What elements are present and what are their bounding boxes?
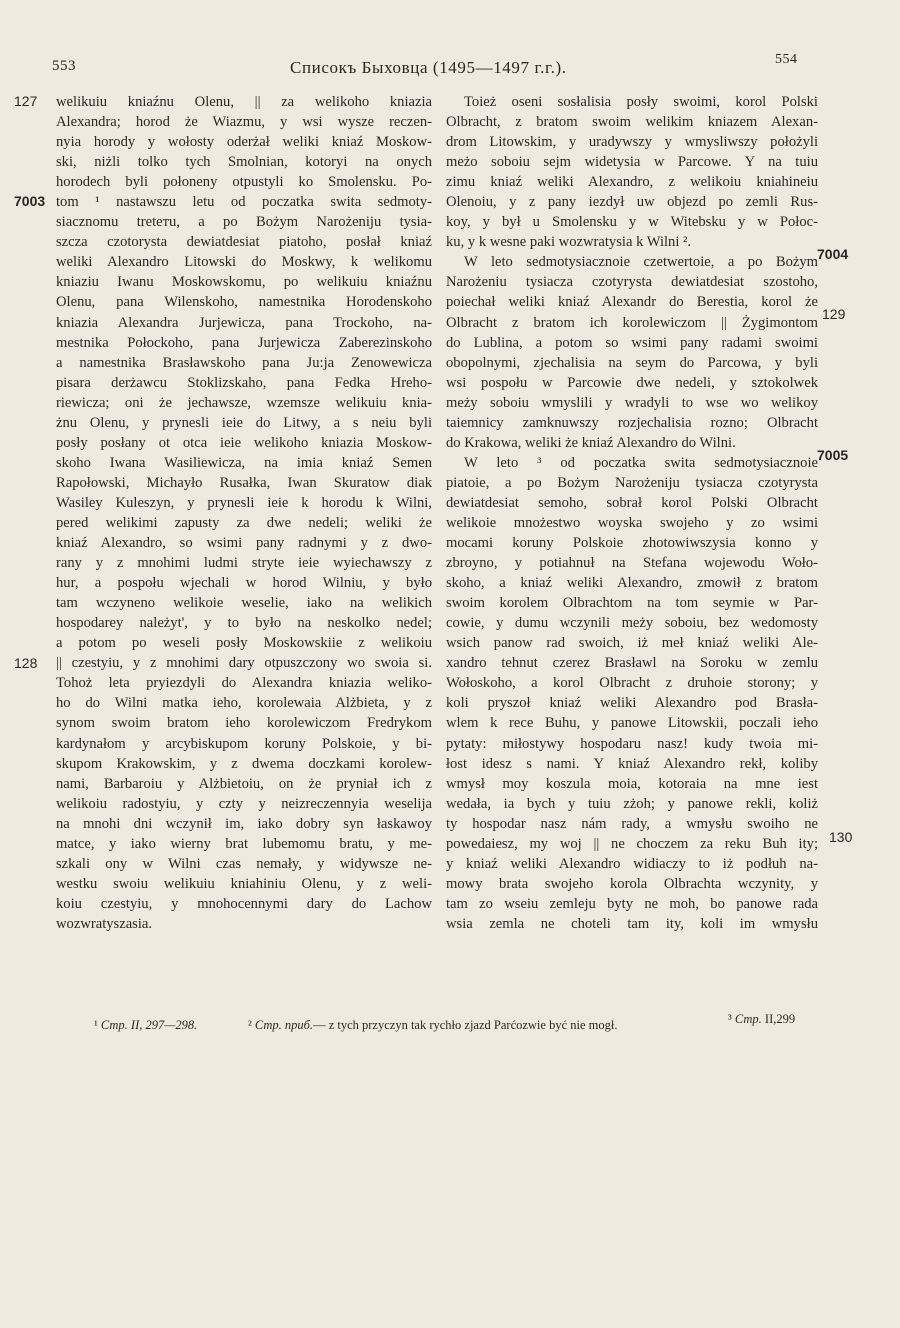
text-line: welikuiu kniaźnu Olenu, || za welikoho kniazia <box>56 94 432 110</box>
text-line: synom swoim bratom ieho korolewiczom Fredrykom <box>56 715 432 732</box>
text-line: kniazia Alexandra Jurjewicza, pana Trockoho, na- <box>56 314 432 331</box>
year-number-7004: 7004 <box>817 246 849 262</box>
text-line: Rapołowski, Michayło Rusałka, Iwan Skuratow diak <box>56 474 432 491</box>
footnote-2 <box>248 1018 617 1033</box>
text-line: kardynałom y arcybiskupom koruny Polskoie, y bi- <box>56 735 432 752</box>
text-line: ty hospodar nasz nám rady, a wmysłu swoiho ne <box>446 815 818 832</box>
text-line: Olbracht z bratom ich korolewiczom || Żygimontom <box>446 314 818 331</box>
footnote-3-source: Стр. <box>734 1012 762 1026</box>
text-line: weliki Alexandro Litowski do Moskwy, k welikomu <box>56 254 432 271</box>
footnote-1-mark: ¹ <box>94 1018 98 1032</box>
text-line: meży soboiu wmyslili y wradyli to wse wo welikoy <box>446 394 818 411</box>
text-line: żnu Olenu, y prynesli ieie do Litwy, a s neiu byli <box>56 414 432 431</box>
text-line: drom Litowskim, y uradywszy y wmysliwszy położyli <box>446 134 818 151</box>
text-line: xandro tehnut czerez Brasławl na Soroku w zemlu <box>446 655 818 672</box>
year-number-7005: 7005 <box>817 447 849 463</box>
text-line: rany y z mnohimi ludmi stryte ieie wyiechawszy z <box>56 555 432 572</box>
column-number-128: 128 <box>14 655 38 671</box>
text-line: posły posłany ot otca ieie welikoho kniazia Moskow- <box>56 434 432 451</box>
text-line: pisara derżawcu Stoklizskaho, pana Fedka Hreho- <box>56 374 432 391</box>
text-line: wlem k rece Buhu, y panowe Litowskii, poczali ieho <box>446 715 818 732</box>
text-line: kniaziu Iwanu Moskowskomu, po welikuiu kniaźnu <box>56 274 432 291</box>
footnote-2-text: — z tych przyczyn tak rychło zjazd Parćozwie być nie mogł. <box>313 1018 618 1032</box>
text-line: westku swoiu welikuiu kniahiniu Olenu, y z weli- <box>56 875 432 892</box>
text-line: łost idesz s nami. Y kniaź Alexandro rekł, koliby <box>446 755 818 772</box>
text-line: Wasiley Kuleszyn, y prynesli ieie k horodu k Wilni, <box>56 494 432 511</box>
text-line: szcza czotorysta dewiatdesiat piatoho, posłał kniaź <box>56 234 432 251</box>
footnote-1-source: Стр. II, 297—298. <box>100 1018 198 1032</box>
text-line: welikoie mnożestwo woyska swojeho y zo wsimi <box>446 514 818 531</box>
text-line: tam zo wseiu zemleju byty ne moh, bo panowe rada <box>446 895 818 912</box>
footnote-2-mark: ² <box>248 1018 252 1032</box>
text-line: cowie, y dumu wczynili meży soboiu, bez wedomosty <box>446 615 818 632</box>
text-line: ho do Wilni matka ieho, korolewaia Alżbieta, y z <box>56 695 432 712</box>
text-line: riewicza; oni że jechawsze, wzemsze welikuiu knia- <box>56 394 432 411</box>
text-line: skoho, a kniaź weliki Alexandro, zmowił z bratom <box>446 575 818 592</box>
text-line: swoim korolem Olbrachtom na tom seymie w Par- <box>446 595 818 612</box>
column-number-127: 127 <box>14 93 38 109</box>
text-line: wedała, ia bych y tuiu zżoh; y panowe rekli, koliż <box>446 795 818 812</box>
text-line: Toież oseni sosłalisia posły swoimi, korol Polski <box>464 94 818 110</box>
text-line: kniaź Alexandro, so wsimi pany radnymi y z dwo- <box>56 535 432 552</box>
text-line: W leto sedmotysiacznoie czetwertoie, a po Bożym <box>464 254 818 271</box>
text-line: zimu kniaź weliki Alexandro, z welikoiu kniahineiu <box>446 174 818 191</box>
text-line: koli pryszoł kniaź weliki Alexandro pod Brasła- <box>446 695 818 712</box>
text-line: hospodarey należyt', y to było na neskolko nedel; <box>56 615 432 632</box>
text-line: y kniaź weliki Alexandro widiaczy to iż podłuh na- <box>446 855 818 872</box>
footnote-2-source: Стр. приб. <box>254 1018 314 1032</box>
text-line: wmysł moy koszula moia, kotoraia na mne iest <box>446 775 818 792</box>
text-line: piatoie, a po Bożym Narożeniju tysiacza czotyrysta <box>446 474 818 491</box>
text-line: pytaty: miłostywy hospodaru nasz! kudy twoia mi- <box>446 735 818 752</box>
footnote-3-text: II,299 <box>764 1012 796 1026</box>
text-line: koiu czestyiu, y mnohocennymi dary do Lachow <box>56 895 432 912</box>
year-number-7003: 7003 <box>14 193 46 209</box>
text-line: powedaiesz, my woj || ne choczem za reku Buh ity; <box>446 835 818 852</box>
text-line: wsi pospołu w Parcowie dwe nedeli, y sztokolwek <box>446 374 818 391</box>
text-line: nami, Barbaroiu y Alżbietoiu, on że pryniał ich z <box>56 775 432 792</box>
text-line: do Lublina, a potom so wsimi pany radami swoimi <box>446 334 818 351</box>
text-line: nyia horody y wołosty oderżał weliki kniaź Moskow- <box>56 134 432 151</box>
text-line: dewiatdesiat semoho, sobrał korol Polski Olbracht <box>446 494 818 511</box>
text-line: koy, y był u Smolensku y w Witebsku y w Połoc- <box>446 214 818 231</box>
text-line: siacznomu treteтu, a po Bożym Narożeniju tysia- <box>56 214 432 231</box>
text-line: tom ¹ nastawszu letu od poczatka swita sedmoty- <box>56 194 432 211</box>
text-line: Olbracht, z bratom swoim welikim kniazem Alexan- <box>446 114 818 131</box>
text-line: tam wczyneno welikoie weselie, iako na welikich <box>56 595 432 612</box>
text-line: wsia zemla ne choteli tam ity, koli im wmysłu <box>446 915 818 932</box>
text-line: taiemnicy zamknuwszy rozjechalisia rozno; Olbracht <box>446 414 818 431</box>
text-line: Narożeniu tysiacza czotyrysta dewiatdesiat szostoho, <box>446 274 818 291</box>
text-line: na mnohi dni wczynił im, iako dobry syn łaskawoy <box>56 815 432 832</box>
text-line: meżo soboiu sejm widetysia w Parcowe. Y na tuiu <box>446 154 818 171</box>
text-line: W leto ³ od poczatka swita sedmotysiacznoie <box>464 454 818 471</box>
text-line: mestnika Połockoho, pana Jurjewicza Zaberezinskoho <box>56 334 432 351</box>
text-line: horodech byli połoneny otpustyli ko Smolensku. Po- <box>56 174 432 191</box>
text-line: poiechał weliki kniaź Alexandr do Berestia, korol że <box>446 294 818 311</box>
text-line: ku, y k wesne paki wozwratysia k Wilni ². <box>446 234 692 251</box>
text-line: Wołoskoho, a korol Olbracht z druhoie storony; y <box>446 675 818 692</box>
text-line: pered welikimi zapusty za dwe nedeli; weliki że <box>56 514 432 531</box>
text-line: a namestnika Brasławskoho pana Ju:ja Zenowewicza <box>56 354 432 371</box>
column-number-129: 129 <box>822 306 846 322</box>
text-line: szkali ony w Wilni czas nemały, y widywsze ne- <box>56 855 432 872</box>
text-line: zbroyno, y potiahnuł na Stefana wojewodu Woło- <box>446 555 818 572</box>
page-number-left: 553 <box>52 58 76 74</box>
page-number-right: 554 <box>775 52 798 67</box>
text-line: skoho Iwana Wasiliewicza, na imia kniaź Semen <box>56 454 432 471</box>
text-line: wozwratyszasia. <box>56 915 153 932</box>
text-line: Olenu, pana Wilenskoho, namestnika Horodenskoho <box>56 294 432 311</box>
left-text-column <box>56 92 432 934</box>
footnote-3 <box>728 1012 795 1027</box>
text-line: do Krakowa, weliki że kniaź Alexandro do Wilni. <box>446 434 736 451</box>
running-title: Списокъ Быховца (1495—1497 г.г.). <box>290 58 567 77</box>
text-line: obopolnymi, zjechalisia na seym do Parcowa, y byli <box>446 354 818 371</box>
text-line: ski, niżli tolko tych Smolnian, kotoryi na onych <box>56 154 432 171</box>
footnote-1 <box>94 1018 197 1033</box>
text-line: hur, a pospołu wjechali w horod Wilniu, y było <box>56 575 432 592</box>
text-line: wsich panow rad swoich, iż meł kniaź weliki Ale- <box>446 635 818 652</box>
text-line: skupom Krakowskim, y z dwema doczkami korolew- <box>56 755 432 772</box>
text-line: mowy brata swojeho korola Olbrachta wczynity, y <box>446 875 818 892</box>
text-line: Alexandra; horod że Wiazmu, y wsi wysze reczen- <box>56 114 432 131</box>
text-line: matce, y iako wierny brat lubemomu bratu, y me- <box>56 835 432 852</box>
right-text-column <box>446 92 818 934</box>
text-line: welikoiu radostyiu, y czty y neizreczennyia weselija <box>56 795 432 812</box>
footnote-3-mark: ³ <box>728 1012 732 1026</box>
text-line: mocami koruny Polskoie zhotowiwszysia konno y <box>446 535 818 552</box>
text-line: Olenoiu, y z pany iezdył uw objezd po zemli Rus- <box>446 194 818 211</box>
text-line: a potom po weseli posły Moskowskiie z welikoiu <box>56 635 432 652</box>
text-line: Tohoż leta pryiezdyli do Alexandra kniazia weliko- <box>56 675 432 692</box>
running-header <box>0 52 900 82</box>
text-line: || czestyiu, y z mnohimi dary otpuszczony wo swoia si. <box>56 655 432 672</box>
column-number-130: 130 <box>829 829 853 845</box>
